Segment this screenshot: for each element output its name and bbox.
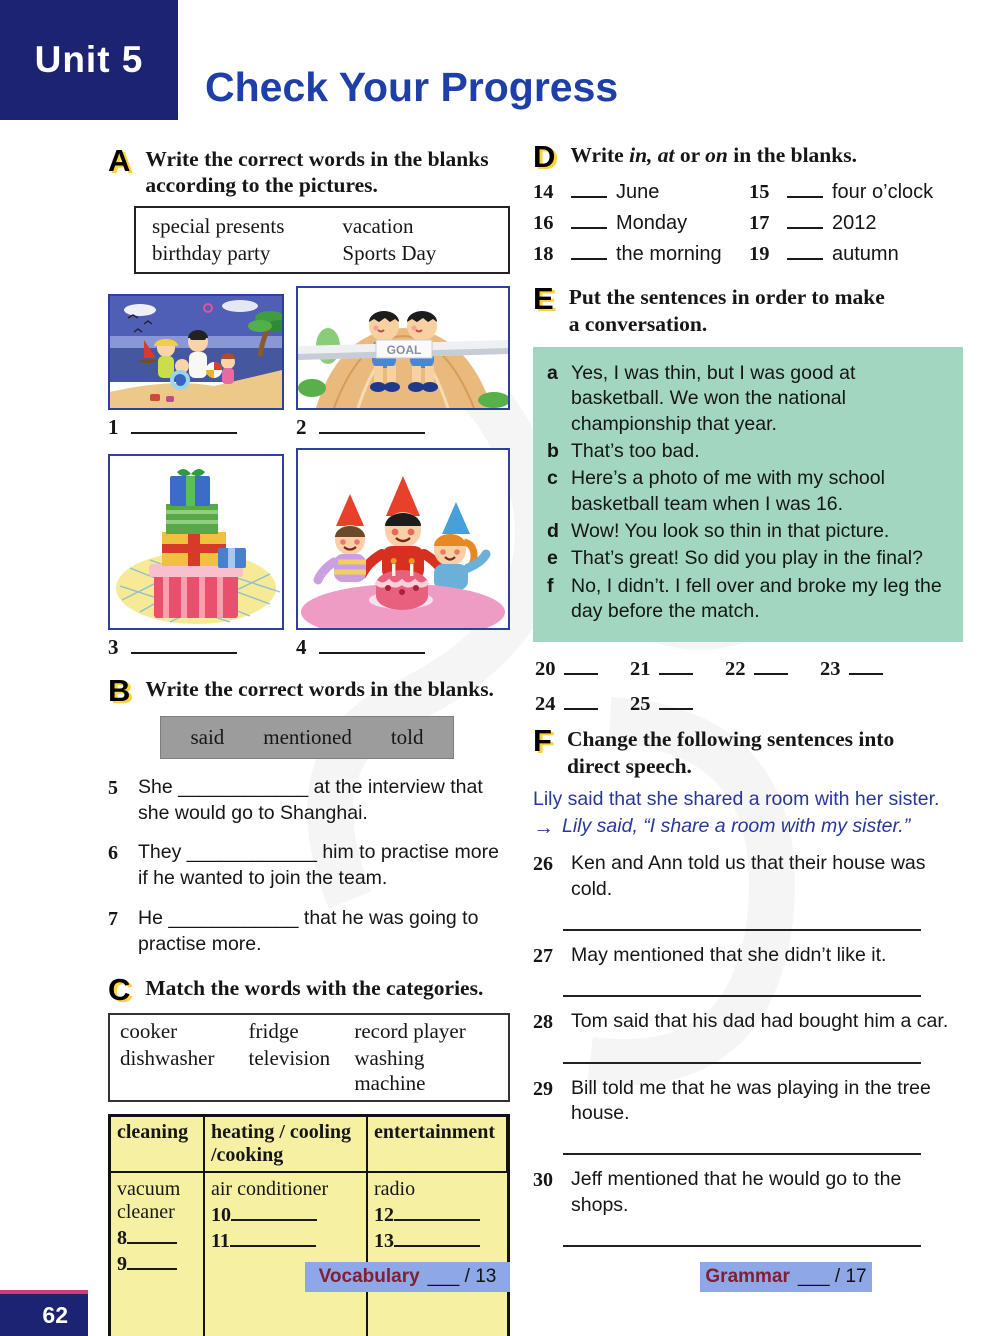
sentence-letter: c xyxy=(547,467,558,490)
section-f-letter: F xyxy=(533,723,552,759)
answer-blank xyxy=(787,182,823,198)
table-cell-line xyxy=(374,1178,502,1201)
section-b-instruction: Write the correct words in the blanks. xyxy=(145,677,494,702)
word-box-item: birthday party xyxy=(152,241,271,266)
unit-banner xyxy=(0,0,178,120)
table-header-cell: entertainment xyxy=(368,1117,508,1173)
item-number: 29 xyxy=(533,1077,553,1100)
table-cell-line xyxy=(374,1230,502,1253)
item-number: 16 xyxy=(533,212,554,235)
item-number: 19 xyxy=(749,243,770,266)
picture-number-2: 2 xyxy=(296,415,307,440)
section-a-letter: A xyxy=(108,143,131,178)
sentence-text: That’s great! So did you play in the final? xyxy=(571,547,923,570)
item-number: 8 xyxy=(117,1226,127,1249)
vocabulary-score-badge xyxy=(305,1262,510,1292)
sentence-letter: a xyxy=(547,361,558,384)
grammar-label: Grammar xyxy=(705,1266,790,1287)
exercise-item xyxy=(533,851,963,930)
picture-cell-4 xyxy=(296,448,512,660)
picture-number-1: 1 xyxy=(108,415,119,440)
item-number: 28 xyxy=(533,1011,553,1034)
item-text xyxy=(571,181,749,204)
vocabulary-label: Vocabulary xyxy=(318,1266,420,1287)
grammar-score: ___ / 17 xyxy=(797,1266,867,1287)
exercise-item xyxy=(533,943,963,997)
word-box-item: told xyxy=(390,724,424,749)
exercise-item xyxy=(108,775,510,826)
item-row xyxy=(533,1167,963,1218)
answer-blank xyxy=(849,660,883,675)
conversation-sentence xyxy=(547,439,951,464)
instruction-segment: Write xyxy=(570,143,630,167)
table-cell-line xyxy=(374,1204,502,1227)
answer-blank-2 xyxy=(319,432,425,434)
order-item xyxy=(820,658,915,681)
item-number: 20 xyxy=(535,658,556,681)
answer-blank-1 xyxy=(131,432,237,434)
conversation-sentence xyxy=(547,546,951,571)
exercise-item xyxy=(108,840,510,891)
left-column xyxy=(108,143,510,1336)
table-header-cell: cleaning xyxy=(111,1117,205,1173)
table-cell-line xyxy=(211,1230,360,1253)
item-number: 11 xyxy=(211,1229,230,1252)
item-text: Bill told me that he was playing in the tree house. xyxy=(571,1076,931,1125)
table-header-cell: heating / cooling /cooking xyxy=(205,1117,368,1173)
item-number: 15 xyxy=(749,181,770,204)
item-text: He ____________ that he was going to practise more. xyxy=(138,906,479,955)
section-e-header xyxy=(533,281,963,336)
section-d-items xyxy=(533,181,963,266)
item-number: 18 xyxy=(533,243,554,266)
sentence-text: Wow! You look so thin in that picture. xyxy=(571,519,890,542)
item-text xyxy=(571,243,749,266)
item-row xyxy=(533,943,963,969)
answer-blank xyxy=(564,695,598,710)
answer-line xyxy=(563,975,921,997)
answer-blank xyxy=(787,244,823,260)
example-direct: Lily said, “I share a room with my sister.” xyxy=(562,815,911,838)
instruction-segment: in the blanks. xyxy=(727,143,857,167)
answer-blank xyxy=(571,182,607,198)
item-number: 25 xyxy=(630,693,651,716)
category-table xyxy=(108,1114,510,1336)
conversation-sentence xyxy=(547,574,951,625)
word-box-item: fridge xyxy=(248,1018,299,1043)
section-b-header xyxy=(108,673,510,709)
item-number: 17 xyxy=(749,212,770,235)
section-b-word-box xyxy=(160,716,454,759)
conversation-sentence xyxy=(547,466,951,517)
section-d-letter: D xyxy=(533,139,556,174)
example-indirect: Lily said that she shared a room with her sister. xyxy=(533,787,940,810)
item-number: 12 xyxy=(374,1203,394,1226)
instruction-segment: in, at xyxy=(629,143,675,167)
item-text: Ken and Ann told us that their house was cold. xyxy=(571,852,926,901)
table-cell xyxy=(368,1173,508,1336)
exercise-item xyxy=(533,1167,963,1246)
answer-blank xyxy=(571,213,607,229)
category-word: vacuum cleaner xyxy=(117,1177,181,1223)
instruction-segment: or xyxy=(674,143,706,167)
order-item xyxy=(630,658,725,681)
picture-caption-4 xyxy=(296,635,512,660)
sentence-text: No, I didn’t. I fell over and broke my leg the day before the match. xyxy=(571,574,942,622)
item-label: autumn xyxy=(832,243,899,266)
order-blanks xyxy=(535,658,963,716)
exercise-item xyxy=(108,906,510,957)
item-text: She ____________ at the interview that she would go to Shanghai. xyxy=(138,775,483,824)
word-box-item: television xyxy=(248,1045,331,1070)
item-number: 13 xyxy=(374,1229,394,1252)
item-label: 2012 xyxy=(832,212,877,235)
picture-cell-2 xyxy=(296,286,512,440)
item-label: four o’clock xyxy=(832,181,934,204)
sentence-text: That’s too bad. xyxy=(571,439,700,462)
sentence-letter: e xyxy=(547,547,558,570)
picture-cell-3 xyxy=(108,448,286,660)
item-number: 30 xyxy=(533,1169,553,1192)
picture-cell-1 xyxy=(108,286,286,440)
item-number: 24 xyxy=(535,693,556,716)
table-cell-line xyxy=(117,1227,197,1250)
conversation-box xyxy=(533,347,963,642)
answer-blank xyxy=(127,1268,177,1270)
item-text xyxy=(571,212,749,235)
answer-blank xyxy=(394,1245,480,1247)
table-cell-line xyxy=(117,1253,197,1276)
section-b-items xyxy=(108,775,510,957)
item-number: 9 xyxy=(117,1252,127,1275)
table-cell xyxy=(111,1173,205,1336)
page-number-box xyxy=(0,1290,88,1336)
section-a-word-box xyxy=(134,206,510,274)
item-text xyxy=(787,243,963,266)
example-block xyxy=(533,787,963,842)
sentence-letter: f xyxy=(547,574,554,597)
item-row xyxy=(533,1009,963,1035)
svg-text:GOAL: GOAL xyxy=(386,343,422,358)
item-number: 10 xyxy=(211,1203,231,1226)
sports-day-goal-picture xyxy=(296,286,510,410)
vocabulary-score: ___ / 13 xyxy=(427,1266,497,1287)
section-c-header xyxy=(108,972,510,1008)
vacation-beach-picture xyxy=(108,294,284,410)
instruction-segment: on xyxy=(705,143,728,167)
sentence-text: Yes, I was thin, but I was good at basketball. We won the national championship that year. xyxy=(571,361,856,435)
item-label: the morning xyxy=(616,243,722,266)
page-title: Check Your Progress xyxy=(205,64,619,110)
item-text: Jeff mentioned that he would go to the shops. xyxy=(571,1168,902,1216)
picture-number-4: 4 xyxy=(296,635,307,660)
table-cell-line xyxy=(211,1204,360,1227)
section-a-header xyxy=(108,143,510,198)
picture-grid xyxy=(108,286,510,660)
picture-caption-2 xyxy=(296,415,512,440)
section-f-instruction: Change the following sentences into direct speech. xyxy=(566,727,895,778)
answer-blank xyxy=(230,1245,316,1247)
table-cell-line xyxy=(211,1178,360,1201)
order-item xyxy=(630,693,725,716)
arrow-icon: → xyxy=(533,816,554,840)
item-text xyxy=(787,181,963,204)
answer-line xyxy=(563,909,921,931)
exercise-item xyxy=(533,1076,963,1155)
item-number: 22 xyxy=(725,658,746,681)
word-box-item: dishwasher xyxy=(120,1045,215,1070)
section-d-instruction xyxy=(570,142,857,168)
section-f-header xyxy=(533,723,963,778)
picture-caption-3 xyxy=(108,635,286,660)
section-c-letter: C xyxy=(108,972,131,1008)
answer-blank xyxy=(564,660,598,675)
word-box-item: record player xyxy=(354,1018,466,1043)
item-label: June xyxy=(616,181,660,204)
item-text: They ____________ him to practise more if he wanted to join the team. xyxy=(138,841,499,890)
item-row xyxy=(533,1076,963,1127)
word-box-item: mentioned xyxy=(263,724,352,749)
answer-blank xyxy=(659,695,693,710)
section-f-items xyxy=(533,851,963,1246)
table-cell-line xyxy=(117,1178,197,1224)
item-label: Monday xyxy=(616,212,688,235)
item-number: 7 xyxy=(108,907,118,930)
right-column xyxy=(533,139,963,1259)
conversation-sentence xyxy=(547,519,951,544)
item-number: 23 xyxy=(820,658,841,681)
answer-blank xyxy=(127,1242,177,1244)
order-item xyxy=(535,658,630,681)
section-b-letter: B xyxy=(108,673,131,709)
item-number: 27 xyxy=(533,944,553,967)
answer-blank-3 xyxy=(131,652,237,654)
word-box-item: special presents xyxy=(152,214,285,239)
sentence-letter: b xyxy=(547,439,559,462)
grammar-score-badge xyxy=(700,1262,872,1292)
example-direct-row xyxy=(533,814,963,841)
item-text: Tom said that his dad had bought him a car. xyxy=(571,1010,949,1033)
exercise-item xyxy=(533,1009,963,1063)
item-text: May mentioned that she didn’t like it. xyxy=(571,943,887,966)
birthday-party-picture xyxy=(296,448,510,630)
word-box-item: Sports Day xyxy=(342,241,437,266)
unit-label: Unit 5 xyxy=(34,39,144,80)
word-box-item: cooker xyxy=(120,1018,178,1043)
picture-caption-1 xyxy=(108,415,286,440)
answer-line xyxy=(563,1042,921,1064)
sentence-letter: d xyxy=(547,519,559,542)
answer-line xyxy=(563,1133,921,1155)
answer-blank xyxy=(787,213,823,229)
word-box-item: washing machine xyxy=(354,1045,426,1095)
section-e-instruction: Put the sentences in order to make a conversation. xyxy=(568,285,885,336)
conversation-sentence xyxy=(547,361,951,437)
section-c-instruction: Match the words with the categories. xyxy=(145,976,484,1001)
item-number: 26 xyxy=(533,853,553,876)
item-number: 21 xyxy=(630,658,651,681)
answer-blank-4 xyxy=(319,652,425,654)
answer-line xyxy=(563,1225,921,1247)
item-text xyxy=(787,212,963,235)
section-e-letter: E xyxy=(533,281,554,317)
category-word: air conditioner xyxy=(211,1177,329,1200)
item-number: 6 xyxy=(108,842,118,865)
answer-blank xyxy=(571,244,607,260)
item-number: 5 xyxy=(108,776,118,799)
page-number: 62 xyxy=(42,1301,68,1328)
special-presents-picture xyxy=(108,454,284,630)
answer-blank xyxy=(754,660,788,675)
answer-blank xyxy=(231,1219,317,1221)
word-box-item: said xyxy=(190,724,225,749)
table-cell xyxy=(205,1173,368,1336)
sentence-text: Here’s a photo of me with my school basketball team when I was 16. xyxy=(571,467,885,515)
item-row xyxy=(533,851,963,902)
order-item xyxy=(535,693,630,716)
answer-blank xyxy=(394,1219,480,1221)
order-item xyxy=(725,658,820,681)
word-box-item: vacation xyxy=(342,214,414,239)
section-d-header xyxy=(533,139,963,174)
picture-number-3: 3 xyxy=(108,635,119,660)
category-word: radio xyxy=(374,1177,416,1200)
section-a-instruction: Write the correct words in the blanks according to the pictures. xyxy=(145,147,489,198)
section-c-word-box xyxy=(108,1013,510,1102)
item-number: 14 xyxy=(533,181,554,204)
answer-blank xyxy=(659,660,693,675)
